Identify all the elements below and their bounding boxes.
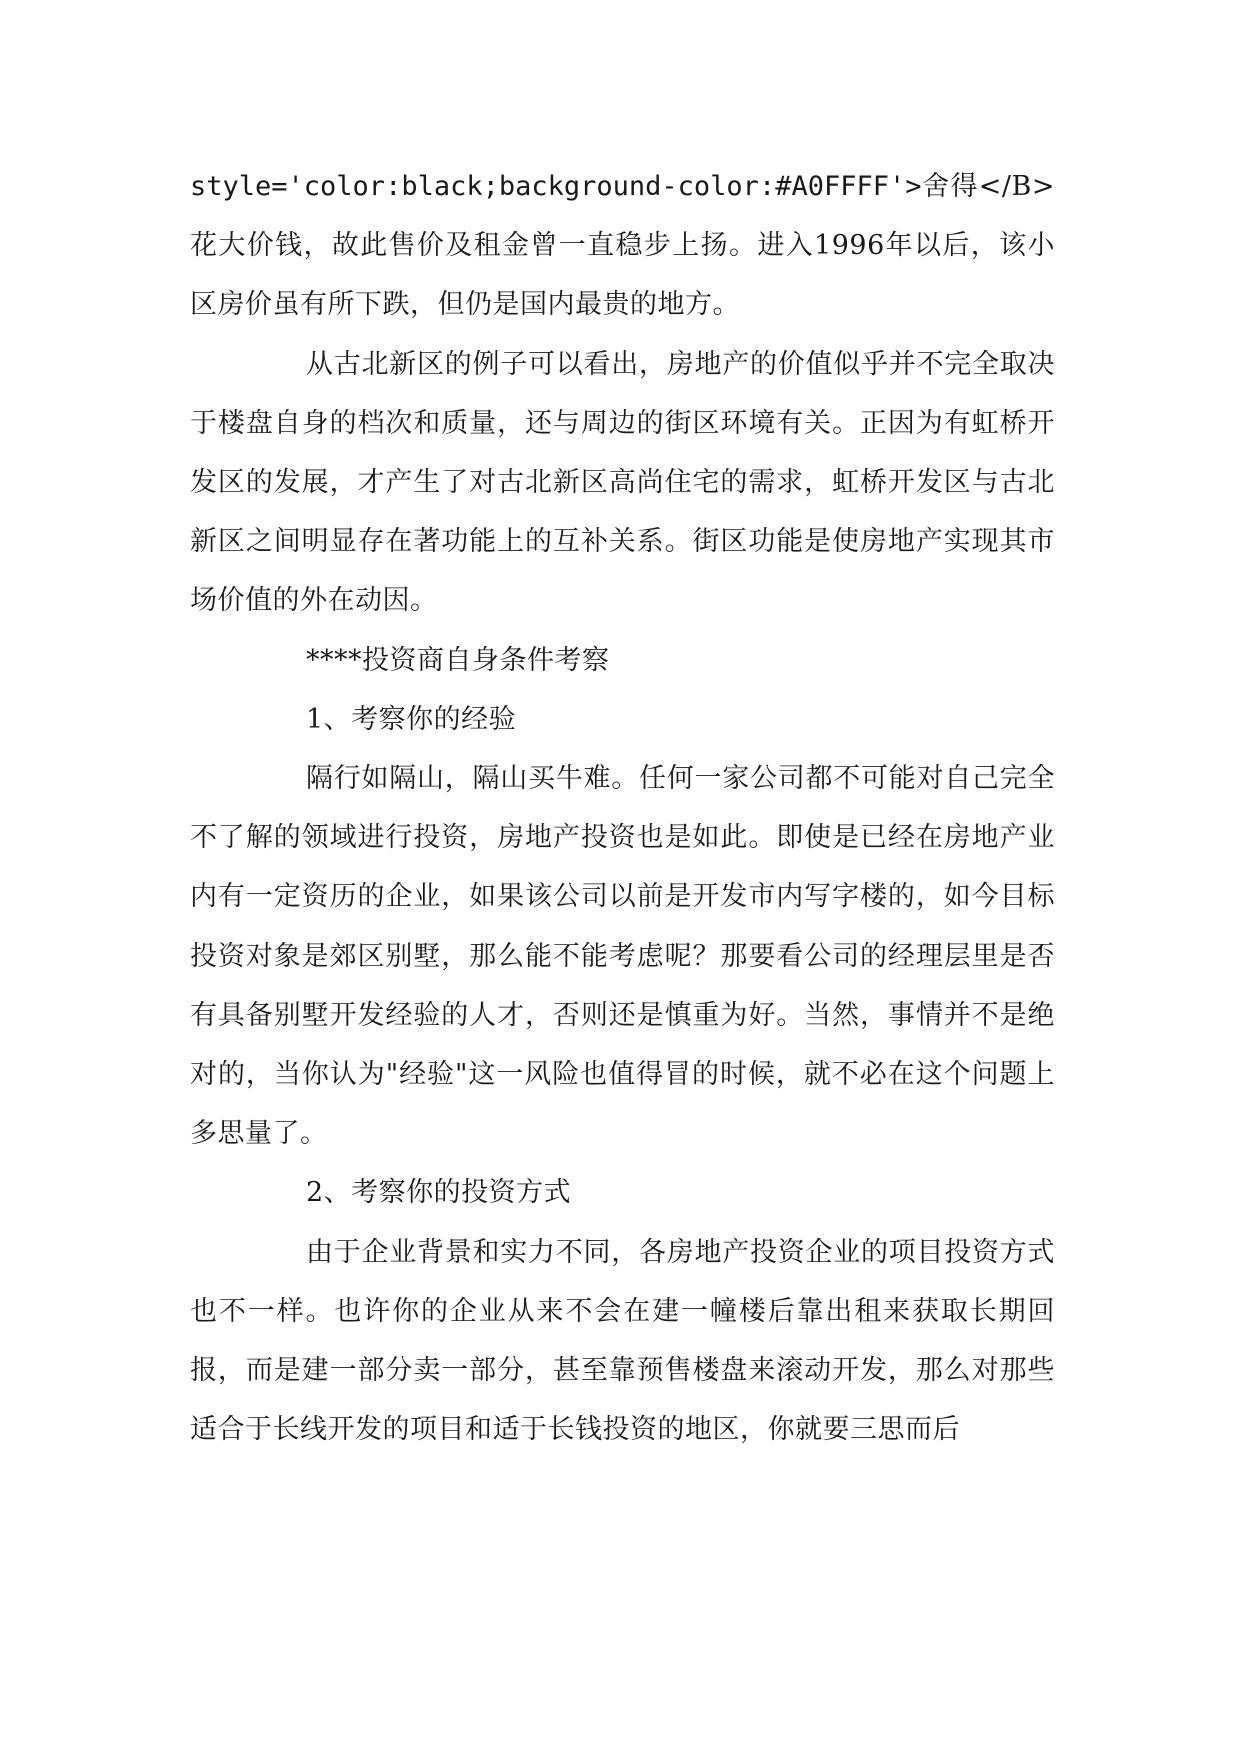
section-heading-investor-conditions: ****投资商自身条件考察 <box>306 644 610 676</box>
html-code-fragment: style='color:black;background-color:#A0FFFF'> <box>190 171 922 202</box>
paragraph-continued <box>190 157 1055 335</box>
paragraph-investment-method: 由于企业背景和实力不同，各房地产投资企业的项目投资方式也不一样。也许你的企业从来不会在建一幢楼后靠出租来获取长期回报，而是建一部分卖一部分，甚至靠预售楼盘来滚动开发，那么对那些适合于长线开发的项目和适于长钱投资的地区，你就要三思而后 <box>190 1236 1055 1446</box>
paragraph-experience: 隔行如隔山，隔山买牛难。任何一家公司都不可能对自己完全不了解的领域进行投资，房地产投资也是如此。即使是已经在房地产业内有一定资历的企业，如果该公司以前是开发市内写字楼的，如今目标投资对象是郊区别墅，那么能不能考虑呢？那要看公司的经理层里是否有具备别墅开发经验的人才，否则还是慎重为好。当然，事情并不是绝对的，当你认为"经验"这一风险也值得冒的时候，就不必在这个问题上多思量了。 <box>190 763 1055 1150</box>
document-body <box>190 157 1055 1459</box>
paragraph-text: 舍得</B>花大价钱，故此售价及租金曾一直稳步上扬。进入1996年以后，该小区房价虽有所下跌，但仍是国内最贵的地方。 <box>190 171 1055 321</box>
subheading-investment-method: 2、考察你的投资方式 <box>306 1177 572 1209</box>
subheading-experience: 1、考察你的经验 <box>306 703 517 735</box>
paragraph-street-function: 从古北新区的例子可以看出，房地产的价值似乎并不完全取决于楼盘自身的档次和质量，还与周边的街区环境有关。正因为有虹桥开发区的发展，才产生了对古北新区高尚住宅的需求，虹桥开发区与古北新区之间明显存在著功能上的互补关系。街区功能是使房地产实现其市场价值的外在动因。 <box>190 348 1055 617</box>
